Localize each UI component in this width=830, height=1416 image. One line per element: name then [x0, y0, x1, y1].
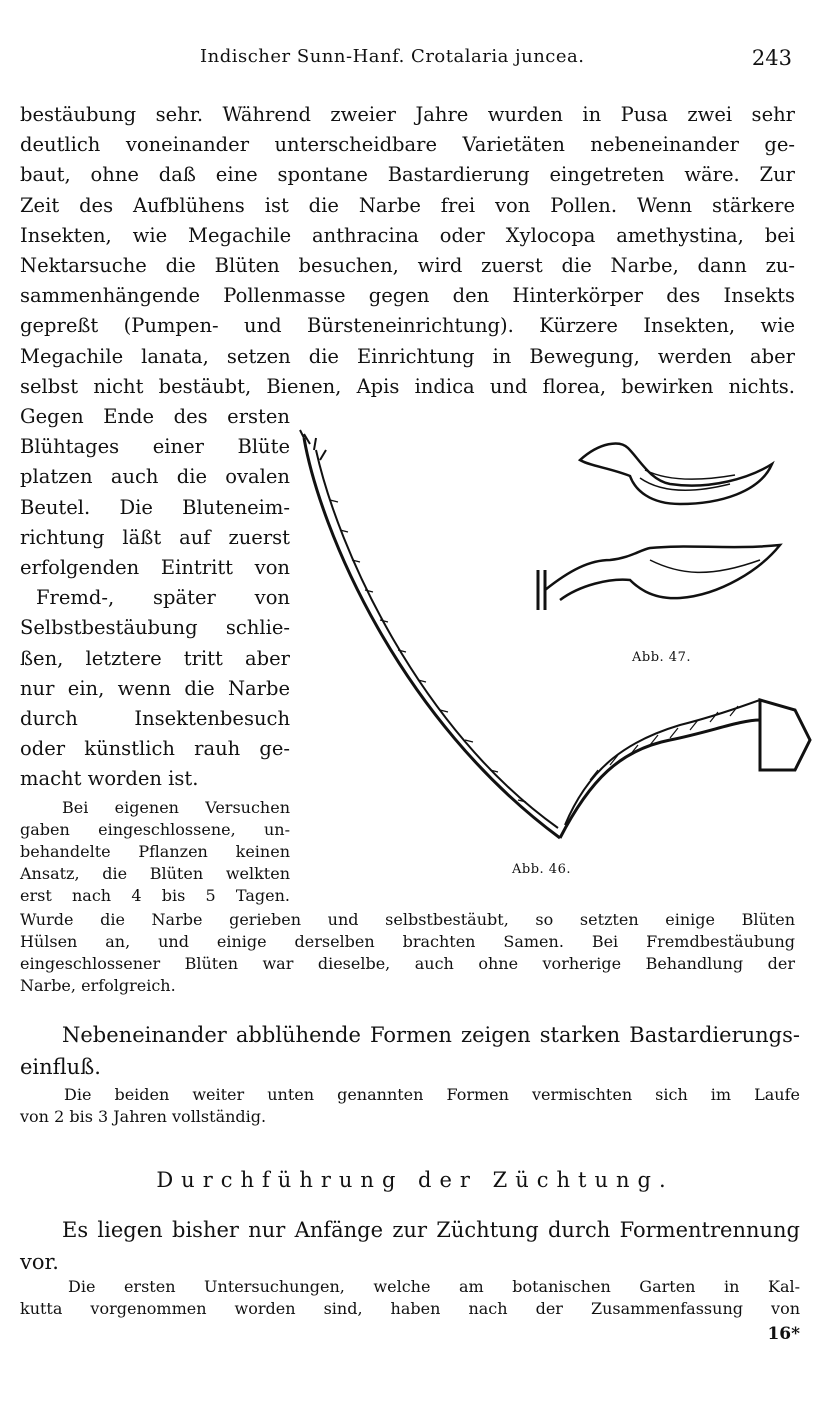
mid-paragraph: [20, 1019, 800, 1083]
text-line: nur ein, wenn die Narbe: [20, 676, 290, 700]
text-line: platzen auch die ovalen: [20, 465, 290, 489]
text-line: von 2 bis 3 Jahren vollständig.: [20, 1107, 267, 1126]
page-number: 243: [751, 46, 792, 70]
text-line: ßen, letztere tritt aber: [20, 646, 290, 670]
small-column-paragraph: [20, 797, 290, 907]
text-line: Die beiden weiter unten genannten Formen vermischten sich im Laufe: [64, 1085, 800, 1104]
text-line: deutlich voneinander unterscheidbare Varietäten nebeneinander ge-: [20, 133, 795, 157]
text-line: macht worden ist.: [20, 767, 199, 791]
text-line: Nektarsuche die Blüten besuchen, wird zuerst die Narbe, dann zu-: [20, 254, 795, 278]
running-title: Indischer Sunn-Hanf. Crotalaria juncea.: [200, 46, 585, 67]
figure-46-caption: Abb. 46.: [512, 862, 571, 877]
text-line: erfolgenden Eintritt von: [20, 556, 290, 580]
figure-47-caption: Abb. 47.: [632, 650, 691, 665]
text-line: richtung läßt auf zuerst: [20, 525, 290, 549]
text-line: Beutel. Die Bluteneim-: [20, 495, 290, 519]
section-heading: Durchführung der Züchtung.: [156, 1168, 674, 1192]
text-line: Die ersten Untersuchungen, welche am botanischen Garten in Kal-: [68, 1277, 800, 1296]
text-line: baut, ohne daß eine spontane Bastardierung eingetreten wäre. Zur: [20, 163, 795, 187]
text-line: sammenhängende Pollenmasse gegen den Hinterkörper des Insekts: [20, 284, 795, 308]
bottom-paragraph: [20, 1214, 800, 1278]
left-column-paragraph: [20, 402, 290, 795]
text-line: Selbstbestäubung schlie-: [20, 616, 290, 640]
text-line: eingeschlossener Blüten war dieselbe, auch ohne vorherige Behandlung der: [20, 954, 795, 973]
text-line: oder künstlich rauh ge-: [20, 737, 290, 761]
bottom-small-paragraph: [20, 1276, 800, 1320]
figure-47-drawing-bottom: [538, 545, 780, 610]
text-line: Blühtages einer Blüte: [20, 435, 290, 459]
text-line: Wurde die Narbe gerieben und selbstbestäubt, so setzten einige Blüten: [20, 910, 795, 929]
text-line: erst nach 4 bis 5 Tagen.: [20, 886, 290, 905]
text-line: Narbe, erfolgreich.: [20, 976, 176, 995]
text-line: behandelte Pflanzen keinen: [20, 842, 290, 861]
top-paragraph: [20, 100, 795, 402]
text-line: kutta vorgenommen worden sind, haben nach der Zusammenfassung von: [20, 1299, 800, 1318]
text-line: Ansatz, die Blüten welkten: [20, 864, 290, 883]
figure-47-drawing-top: [580, 444, 772, 504]
text-line: gepreßt (Pumpen- und Bürsteneinrichtung). Kürzere Insekten, wie: [20, 314, 795, 338]
text-line: Zeit des Aufblühens ist die Narbe frei von Pollen. Wenn stärkere: [20, 193, 795, 217]
text-line: einfluß.: [20, 1055, 101, 1079]
text-line: Gegen Ende des ersten: [20, 405, 290, 428]
text-line: Megachile lanata, setzen die Einrichtung in Bewegung, werden aber: [20, 344, 795, 368]
text-line: Fremd-, später von: [36, 586, 290, 610]
signature-mark: 16*: [767, 1324, 800, 1344]
text-line: selbst nicht bestäubt, Bienen, Apis indica und florea, bewirken nichts.: [20, 374, 795, 398]
text-line: Nebeneinander abblühende Formen zeigen starken Bastardierungs-: [62, 1023, 800, 1047]
text-line: Insekten, wie Megachile anthracina oder Xylocopa amethystina, bei: [20, 223, 795, 247]
text-line: gaben eingeschlossene, un-: [20, 820, 290, 839]
text-line: durch Insektenbesuch: [20, 707, 290, 731]
text-line: bestäubung sehr. Während zweier Jahre wurden in Pusa zwei sehr: [20, 103, 795, 126]
mid-small-paragraph: [20, 1084, 800, 1128]
text-line: Hülsen an, und einige derselben brachten Samen. Bei Fremdbestäubung: [20, 932, 795, 951]
small-full-paragraph: [20, 909, 795, 997]
text-line: Bei eigenen Versuchen: [62, 798, 290, 817]
figure-46-drawing: [300, 430, 810, 838]
flower-illustration: [290, 420, 830, 860]
page-header: [0, 46, 830, 76]
text-line: vor.: [20, 1250, 59, 1274]
text-line: Es liegen bisher nur Anfänge zur Züchtung durch Formentrennung: [62, 1218, 800, 1242]
